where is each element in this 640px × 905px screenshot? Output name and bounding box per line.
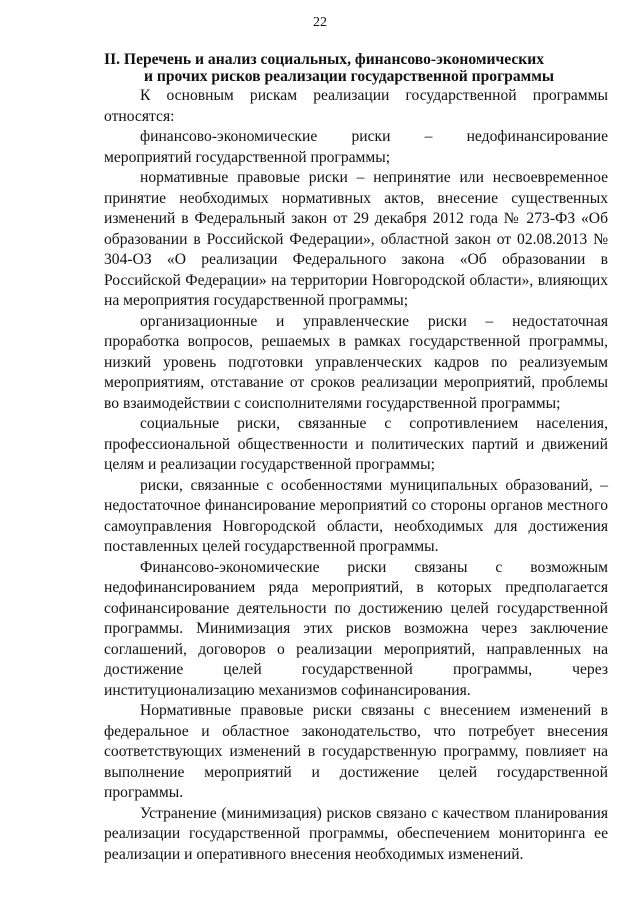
page-number: 22 bbox=[313, 15, 327, 30]
section-heading-line-1: II. Перечень и анализ социальных, финансово-экономических bbox=[104, 51, 545, 68]
paragraph-financial-risks: финансово-экономические риски – недофинансирование мероприятий государственной программы; bbox=[104, 128, 608, 166]
paragraph-municipal-risks: риски, связанные с особенностями муниципальных образований, – недостаточное финансирование мероприятий со стороны органов местного самоуправления Новгородской области, необходимых для достижения поставленных целей государственной программы. bbox=[104, 476, 608, 555]
paragraph-intro: К основным рискам реализации государственной программы относятся: bbox=[104, 87, 608, 125]
paragraph-organizational-risks: организационные и управленческие риски – недостаточная проработка вопросов, решаемых в рамках государственной программы, низкий уровень подготовки управленческих кадров по реализуемым мероприятиям, отставание от сроков реализации мероприятий, проблемы во взаимодействии с соисполнителями государственной программы; bbox=[104, 312, 608, 412]
paragraph-financial-mitigation: Финансово-экономические риски связаны с возможным недофинансированием ряда мероприятий, в которых предполагается софинансирование деятельности по достижению целей государственной программы. Минимизация этих рисков возможна через заключение соглашений, договоров о реализации мероприятий, направленных на достижение целей государственной программы, через институционализацию механизмов софинансирования. bbox=[104, 558, 608, 699]
section-heading bbox=[104, 51, 608, 85]
paragraph-legal-mitigation: Нормативные правовые риски связаны с внесением изменений в федеральное и областное законодательство, что потребует внесения соответствующих изменений в государственную программу, повлияет на выполнение мероприятий и достижение целей государственной программы. bbox=[104, 702, 608, 801]
section-heading-line-2: и прочих рисков реализации государственной программы bbox=[144, 68, 555, 85]
body-text bbox=[104, 86, 608, 865]
paragraph-social-risks: социальные риски, связанные с сопротивлением населения, профессиональной общественности и политических партий и движений целям и реализации государственной программы; bbox=[104, 415, 608, 473]
paragraph-legal-risks: нормативные правовые риски – непринятие или несвоевременное принятие необходимых нормативных актов, внесение существенных изменений в Федеральный закон от 29 декабря 2012 года № 273-ФЗ «Об образовании в Российской Федерации», областной закон от 02.08.2013 № 304-ОЗ «О реализации Федерального закона «Об образовании в Российской Федерации» на территории Новгородской области», влияющих на мероприятия государственной программы; bbox=[104, 169, 608, 309]
paragraph-risk-elimination: Устранение (минимизация) рисков связано с качеством планирования реализации государственной программы, обеспечением мониторинга ее реализации и оперативного внесения необходимых изменений. bbox=[104, 804, 608, 863]
